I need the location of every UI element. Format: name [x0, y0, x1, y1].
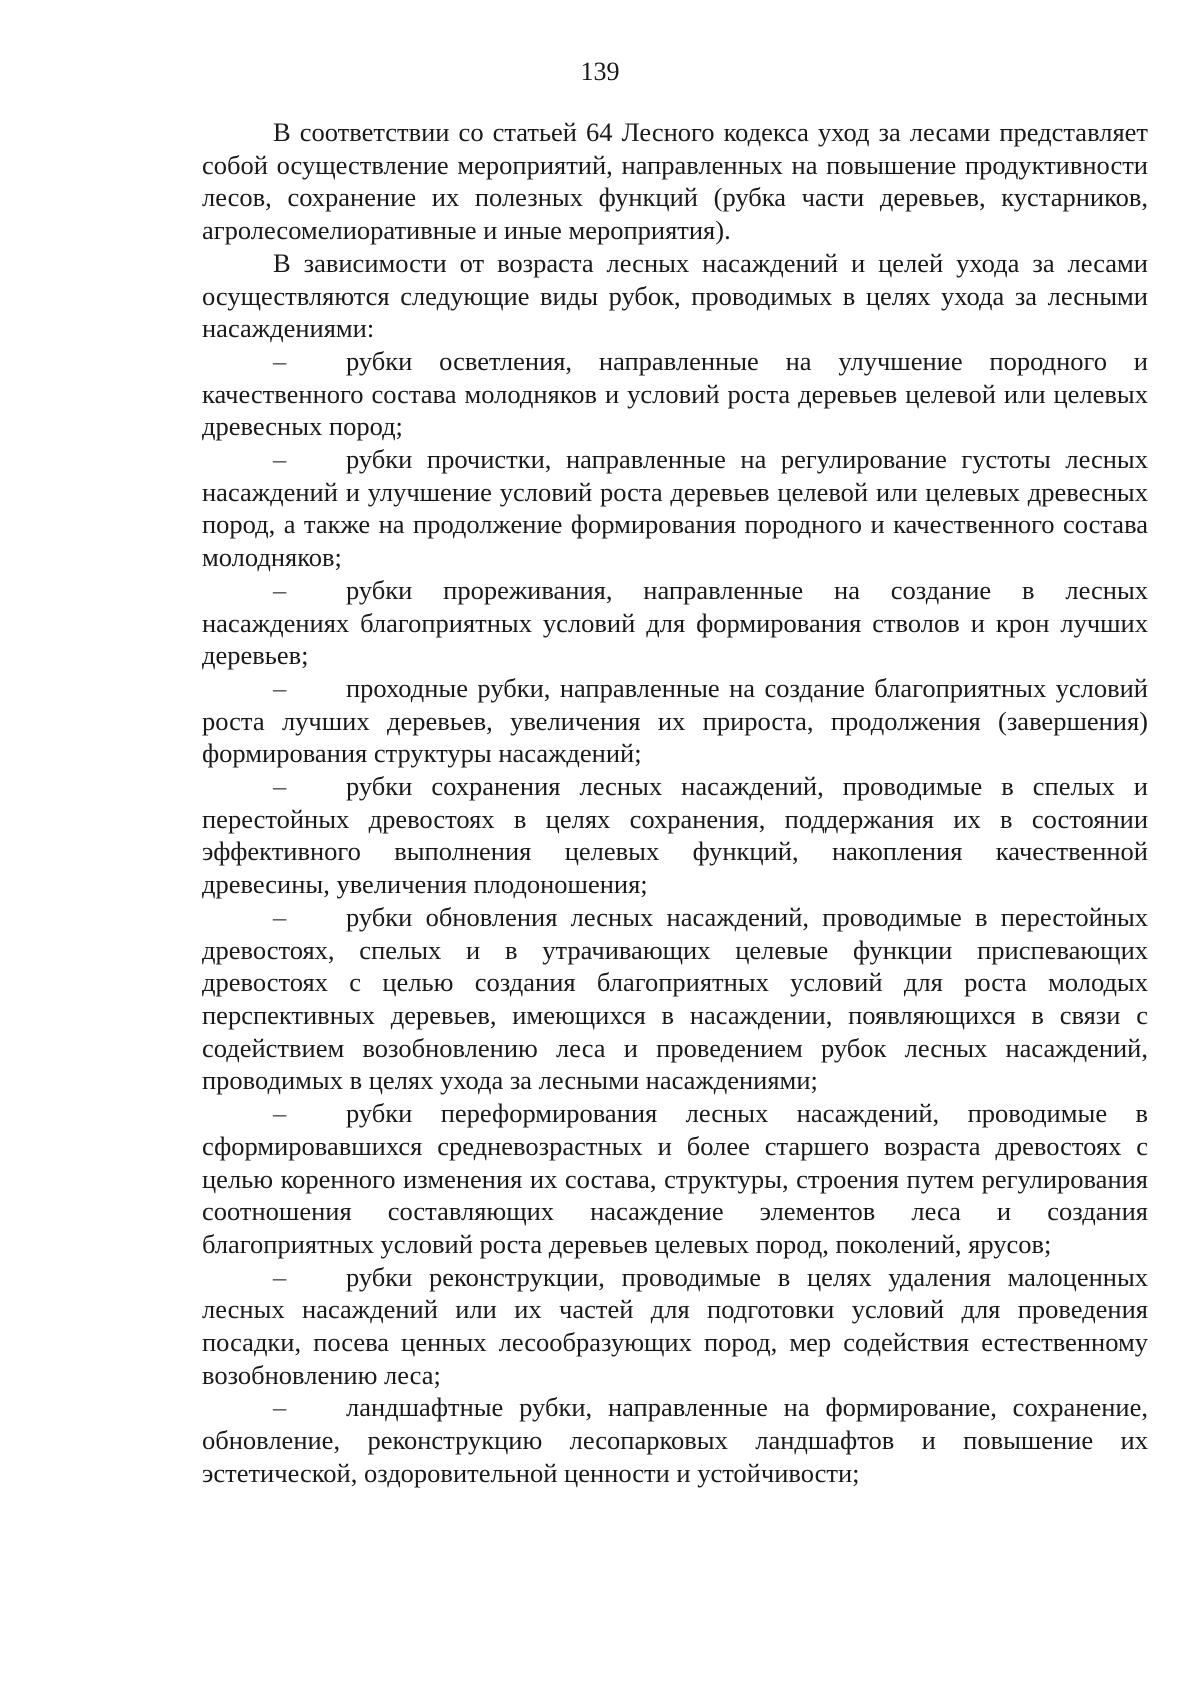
- list-item-text: рубки прореживания, направленные на создание в лесных насаждениях благоприятных условий для формирования стволов и крон лучших деревьев;: [202, 574, 1148, 671]
- list-item-text: рубки сохранения лесных насаждений, проводимые в спелых и перестойных древостоях в целях сохранения, поддержания их в состоянии эффективного выполнения целевых функций, накопления качественной древесины, увеличения плодоношения;: [202, 771, 1148, 900]
- dash-marker: –: [273, 345, 287, 376]
- dash-marker: –: [273, 574, 287, 605]
- list-item-reconstruction-cuts: [202, 1261, 1148, 1392]
- body-text: [202, 116, 1148, 1490]
- list-item-clearing-cuts: [202, 345, 1148, 443]
- list-item-renewal-cuts: [202, 901, 1148, 1097]
- paragraph-forest-care-definition: В соответствии со статьей 64 Лесного кодекса уход за лесами представляет собой осуществление мероприятий, направленных на повышение продуктивности лесов, сохранение их полезных функций (рубка части деревьев, кустарников, агролесомелиоративные и иные мероприятия).: [202, 117, 1148, 246]
- list-item-text: ландшафтные рубки, направленные на формирование, сохранение, обновление, реконструкцию лесопарковых ландшафтов и повышение их эстетической, оздоровительной ценности и устойчивости;: [202, 1392, 1148, 1488]
- dash-marker: –: [273, 1261, 287, 1292]
- dash-marker: –: [273, 901, 287, 932]
- dash-marker: –: [273, 771, 287, 802]
- dash-marker: –: [273, 444, 287, 475]
- list-item-reformation-cuts: [202, 1097, 1148, 1261]
- list-item-text: рубки осветления, направленные на улучшение породного и качественного состава молодняков и условий роста деревьев целевой или целевых древесных пород;: [202, 345, 1148, 442]
- list-item-text: рубки реконструкции, проводимые в целях удаления малоценных лесных насаждений или их частей для подготовки условий для проведения посадки, посева ценных лесообразующих пород, мер содействия естественному возобновлению леса;: [202, 1261, 1148, 1390]
- list-item-preservation-cuts: [202, 770, 1148, 901]
- list-item-cleaning-cuts: [202, 443, 1148, 574]
- list-item-text: рубки прочистки, направленные на регулирование густоты лесных насаждений и улучшение условий роста деревьев целевой или целевых древесных пород, а также на продолжение формирования породного и качественного состава молодняков;: [202, 444, 1148, 573]
- page-number: 139: [580, 57, 620, 86]
- list-item-passage-cuts: [202, 672, 1148, 770]
- dash-marker: –: [273, 672, 287, 703]
- dash-marker: –: [273, 1392, 287, 1423]
- list-item-text: рубки переформирования лесных насаждений, проводимые в сформировавшихся средневозрастных и более старшего возраста древостоях с целью коренного изменения их состава, структуры, строения путем регулирования соотношения составляющих насаждение элементов леса и создания благоприятных условий роста деревьев целевых пород, поколений, ярусов;: [202, 1098, 1148, 1259]
- list-item-thinning-cuts: [202, 574, 1148, 672]
- paragraph-logging-types-intro: В зависимости от возраста лесных насаждений и целей ухода за лесами осуществляются следующие виды рубок, проводимых в целях ухода за лесными насаждениями:: [202, 247, 1148, 344]
- dash-marker: –: [273, 1098, 287, 1129]
- list-item-text: рубки обновления лесных насаждений, проводимые в перестойных древостоях, спелых и в утрачивающих целевые функции приспевающих древостоях с целью создания благоприятных условий для роста молодых перспективных деревьев, имеющихся в насаждении, появляющихся в связи с содействием возобновлению леса и проведением рубок лесных насаждений, проводимых в целях ухода за лесными насаждениями;: [202, 901, 1148, 1096]
- list-item-landscape-cuts: [202, 1391, 1148, 1489]
- list-item-text: проходные рубки, направленные на создание благоприятных условий роста лучших деревьев, увеличения их прироста, продолжения (завершения) формирования структуры насаждений;: [202, 672, 1148, 769]
